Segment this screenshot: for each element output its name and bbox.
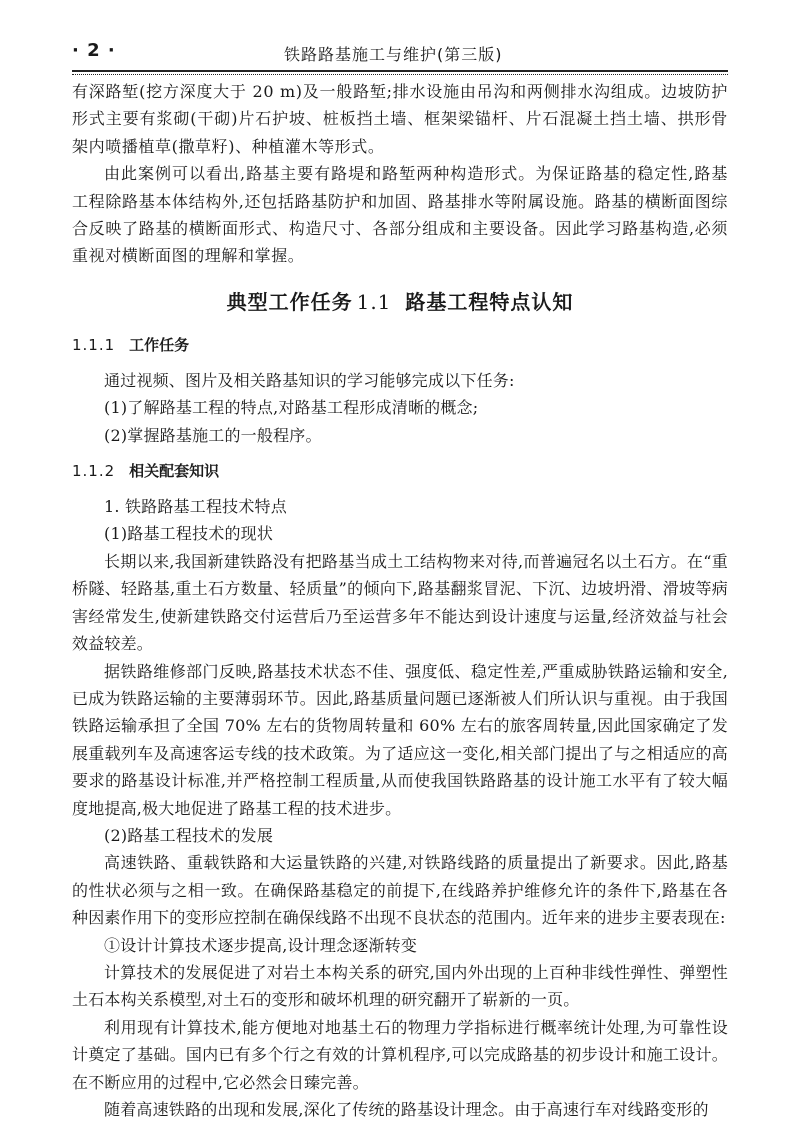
section-number: 1.1 [356, 289, 392, 314]
task-item-1: (1)了解路基工程的特点,对路基工程形成清晰的概念; [104, 398, 479, 418]
sub-point-heading-2: (2)路基工程技术的发展 [104, 825, 274, 845]
subsection-heading-task [72, 333, 728, 357]
section-prefix: 典型工作任务 [226, 289, 353, 314]
page-header [72, 38, 728, 74]
body-paragraph: 利用现有计算技术,能方便地对地基土石的物理力学指标进行概率统计处理,为可靠性设计奠定了基础。国内已有多个行之有效的计算机程序,可以完成路基的初步设计和施工设计。在不断应用的过程中,它必然会日臻完善。 [72, 1017, 728, 1092]
task-item-2: (2)掌握路基施工的一般程序。 [104, 425, 322, 445]
sub-point-heading-1: (1)路基工程技术的现状 [104, 524, 274, 544]
subsection-heading-knowledge [72, 459, 728, 483]
body-paragraph: 计算技术的发展促进了对岩土本构关系的研究,国内外出现的上百种非线性弹性、弹塑性土石本构关系模型,对土石的变形和破坏机理的研究翻开了崭新的一页。 [72, 962, 728, 1010]
subsection-number: 1.1.1 [72, 335, 116, 354]
list-item-heading: ①设计计算技术逐步提高,设计理念逐渐转变 [104, 935, 418, 955]
page-number: · 2 · [72, 40, 116, 61]
point-heading-1: 1. 铁路路基工程技术特点 [104, 497, 287, 517]
subsection-title: 相关配套知识 [129, 462, 220, 481]
subsection-number: 1.1.2 [72, 462, 116, 481]
header-rule [72, 70, 728, 72]
header-rule-dotted [72, 74, 728, 75]
section-title [72, 286, 728, 315]
page-body [72, 78, 728, 1123]
body-paragraph: 长期以来,我国新建铁路没有把路基当成土工结构物来对待,而普遍冠名以土石方。在“重桥隧、轻路基,重土石方数量、轻质量”的倾向下,路基翻浆冒泥、下沉、边坡坍滑、滑坡等病害经常发生,使新建铁路交付运营后乃至运营多年不能达到设计速度与运量,经济效益与社会效益较差。 [72, 551, 728, 654]
body-paragraph: 高速铁路、重载铁路和大运量铁路的兴建,对铁路线路的质量提出了新要求。因此,路基的性状必须与之相一致。在确保路基稳定的前提下,在线路养护维修允许的条件下,路基在各种因素作用下的变形应控制在确保线路不出现不良状态的范围内。近年来的进步主要表现在: [72, 853, 728, 928]
intro-paragraph-1: 有深路堑(挖方深度大于 20 m)及一般路堑;排水设施由吊沟和两侧排水沟组成。边坡防护形式主要有浆砌(干砌)片石护坡、桩板挡土墙、框架梁锚杆、片石混凝土挡土墙、拱形骨架内喷播植草(撒草籽)、种植灌木等形式。 [72, 82, 728, 156]
intro-paragraph-2: 由此案例可以看出,路基主要有路堤和路堑两种构造形式。为保证路基的稳定性,路基工程除路基本体结构外,还包括路基防护和加固、路基排水等附属设施。路基的横断面图综合反映了路基的横断面形式、构造尺寸、各部分组成和主要设备。因此学习路基构造,必须重视对横断面图的理解和掌握。 [72, 164, 728, 266]
task-intro: 通过视频、图片及相关路基知识的学习能够完成以下任务: [104, 370, 515, 390]
body-paragraph: 据铁路维修部门反映,路基技术状态不佳、强度低、稳定性差,严重威胁铁路运输和安全,已成为铁路运输的主要薄弱环节。因此,路基质量问题已逐渐被人们所认识与重视。由于我国铁路运输承担了全国 70% 左右的货物周转量和 60% 左右的旅客周转量,因此国家确定了发展重载列车及高速客运专线的技术政策。为了适应这一变化,相关部门提出了与之相适应的高要求的路基设计标准,并严格控制工程质量,从而使我国铁路路基的设计施工水平有了较大幅度地提高,极大地促进了路基工程的技术进步。 [72, 661, 728, 818]
section-name: 路基工程特点认知 [405, 289, 574, 314]
subsection-title: 工作任务 [129, 335, 190, 354]
book-title: 铁路路基施工与维护(第三版) [284, 45, 503, 64]
body-paragraph: 随着高速铁路的出现和发展,深化了传统的路基设计理念。由于高速行车对线路变形的 [104, 1100, 709, 1119]
